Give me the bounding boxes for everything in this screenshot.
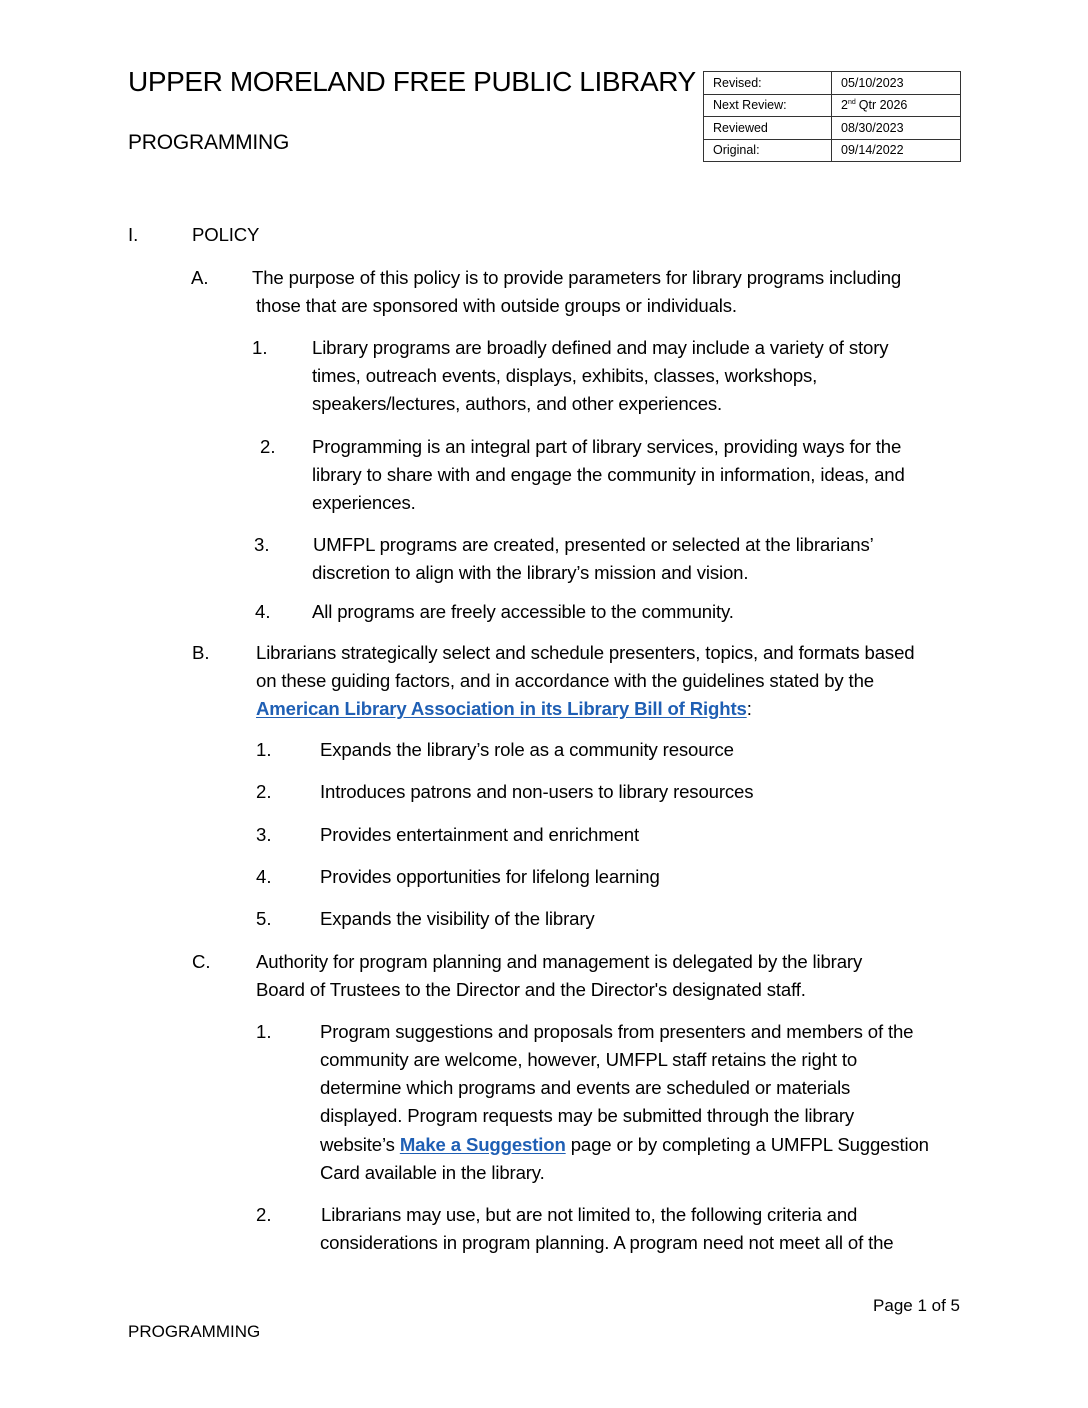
list-item-marker: 3.	[256, 824, 272, 845]
next-review-value	[832, 94, 961, 117]
list-item-marker: 1.	[256, 1021, 272, 1042]
list-item-line: community are welcome, however, UMFPL staff retains the right to	[320, 1049, 858, 1070]
table-row	[704, 94, 961, 117]
list-item-line: times, outreach events, displays, exhibits, classes, workshops,	[312, 365, 818, 386]
list-item-marker: 4.	[255, 601, 271, 622]
footer-doc-name: PROGRAMMING	[128, 1322, 261, 1341]
subsection-c-marker: C.	[192, 951, 211, 972]
list-item-link-line	[320, 1131, 929, 1159]
table-row	[704, 139, 961, 162]
table-row	[704, 72, 961, 95]
list-item-text: Expands the library’s role as a community resource	[320, 739, 734, 760]
subsection-b-text-line: on these guiding factors, and in accordance with the guidelines stated by the	[256, 670, 874, 691]
subsection-c-text-line: Board of Trustees to the Director and the Director's designated staff.	[256, 979, 806, 1000]
section-heading: POLICY	[192, 224, 260, 245]
list-item-line: experiences.	[312, 492, 416, 513]
list-item-line: All programs are freely accessible to the community.	[312, 601, 734, 622]
make-a-suggestion-link[interactable]: Make a Suggestion	[399, 1134, 566, 1155]
reviewed-label: Reviewed	[704, 117, 832, 140]
subsection-b-link-line	[256, 695, 752, 723]
policy-title: PROGRAMMING	[128, 131, 290, 154]
subsection-a-text-line: those that are sponsored with outside groups or individuals.	[256, 295, 737, 316]
list-item-line: Card available in the library.	[320, 1162, 545, 1183]
revised-value: 05/10/2023	[832, 72, 961, 95]
next-review-label: Next Review:	[704, 94, 832, 117]
list-item-marker: 5.	[256, 908, 272, 929]
reviewed-value: 08/30/2023	[832, 117, 961, 140]
subsection-b-marker: B.	[192, 642, 210, 663]
list-item-line: Programming is an integral part of library services, providing ways for the	[312, 436, 902, 457]
list-item-marker: 3.	[254, 534, 270, 555]
list-item-marker: 2.	[256, 1204, 272, 1225]
original-label: Original:	[704, 139, 832, 162]
list-item-marker: 2.	[260, 436, 276, 457]
subsection-a-text-line: The purpose of this policy is to provide parameters for library programs including	[252, 267, 902, 288]
next-review-ordinal: nd	[847, 99, 856, 107]
link-suffix: :	[746, 698, 752, 719]
list-item-line: discretion to align with the library’s mission and vision.	[312, 562, 749, 583]
list-item-text: Introduces patrons and non-users to library resources	[320, 781, 754, 802]
original-value: 09/14/2022	[832, 139, 961, 162]
ala-bill-of-rights-link[interactable]: American Library Association in its Library Bill of Rights	[256, 698, 747, 719]
library-title: UPPER MORELAND FREE PUBLIC LIBRARY	[128, 66, 696, 97]
next-review-period: Qtr 2026	[858, 98, 908, 113]
list-item-line: considerations in program planning. A program need not meet all of the	[320, 1232, 894, 1253]
list-item-line: UMFPL programs are created, presented or selected at the librarians’	[313, 534, 874, 555]
list-item-text: Expands the visibility of the library	[320, 908, 595, 929]
list-item-text: Provides opportunities for lifelong learning	[320, 866, 660, 887]
list-item-line: determine which programs and events are scheduled or materials	[320, 1077, 851, 1098]
list-item-marker: 1.	[252, 337, 268, 358]
subsection-c-text-line: Authority for program planning and management is delegated by the library	[256, 951, 863, 972]
list-item-line: Librarians may use, but are not limited to, the following criteria and	[321, 1204, 858, 1225]
list-item-text: Provides entertainment and enrichment	[320, 824, 639, 845]
list-item-marker: 1.	[256, 739, 272, 760]
subsection-a-marker: A.	[191, 267, 209, 288]
link-suffix: page or by completing a UMFPL Suggestion	[565, 1134, 929, 1155]
list-item-marker: 4.	[256, 866, 272, 887]
revised-label: Revised:	[704, 72, 832, 95]
link-prefix: website’s	[320, 1134, 400, 1155]
table-row	[704, 117, 961, 140]
next-review-number: 2	[841, 98, 848, 113]
section-marker: I.	[128, 224, 139, 245]
list-item-line: speakers/lectures, authors, and other experiences.	[312, 393, 723, 414]
list-item-marker: 2.	[256, 781, 272, 802]
list-item-line: displayed. Program requests may be submitted through the library	[320, 1105, 855, 1126]
list-item-line: Library programs are broadly defined and may include a variety of story	[312, 337, 889, 358]
list-item-line: library to share with and engage the community in information, ideas, and	[312, 464, 905, 485]
list-item-line: Program suggestions and proposals from presenters and members of the	[320, 1021, 914, 1042]
review-dates-table	[703, 71, 961, 162]
page-number: Page 1 of 5	[873, 1296, 960, 1315]
subsection-b-text-line: Librarians strategically select and schedule presenters, topics, and formats based	[256, 642, 915, 663]
